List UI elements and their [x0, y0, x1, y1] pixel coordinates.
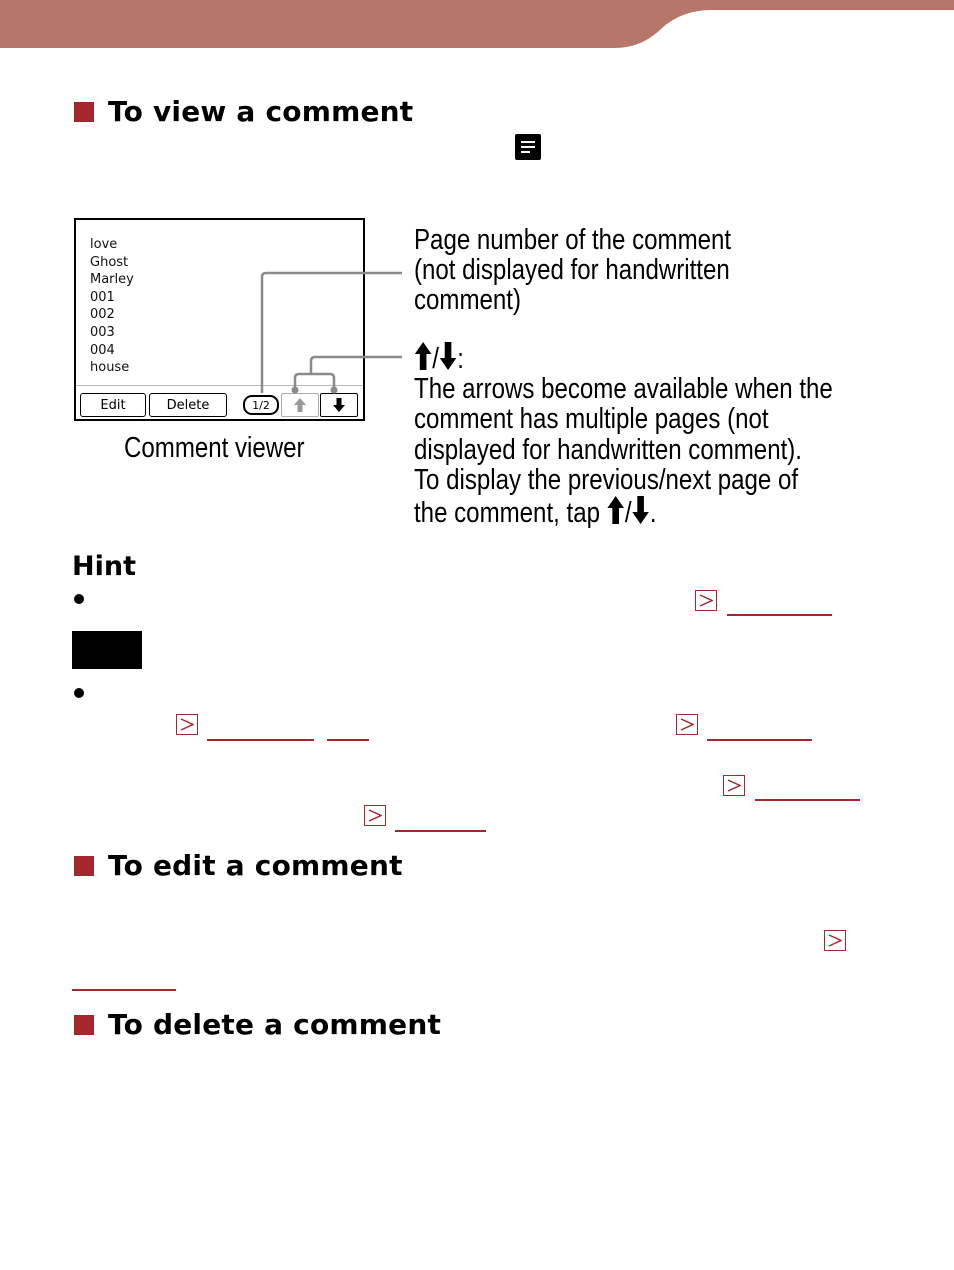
- arrows-callout: [414, 341, 833, 528]
- edit-button[interactable]: Edit: [80, 393, 146, 417]
- reference-link-icon[interactable]: [676, 714, 698, 735]
- redacted-block: [72, 631, 142, 669]
- reference-link[interactable]: [755, 799, 860, 801]
- reference-link[interactable]: [72, 989, 176, 991]
- callout-text: .: [649, 497, 657, 530]
- reference-link-icon[interactable]: [824, 930, 846, 951]
- reference-link[interactable]: [395, 830, 486, 832]
- reference-link-icon[interactable]: [723, 775, 745, 796]
- callout-line: To display the previous/next page of: [414, 463, 799, 496]
- down-arrow-icon: [439, 341, 457, 371]
- reference-link[interactable]: [727, 614, 832, 616]
- arrows-callout-head: [414, 341, 833, 374]
- arrows-callout-colon: :: [457, 343, 464, 375]
- viewer-toolbar: [76, 385, 363, 420]
- page-number-callout: [414, 225, 731, 316]
- up-arrow-icon: [293, 397, 307, 413]
- section-marker: [74, 856, 94, 876]
- up-arrow-icon: [414, 341, 432, 371]
- comment-line: love: [90, 237, 118, 252]
- comment-line: 002: [90, 307, 115, 323]
- up-arrow-icon: [607, 495, 625, 525]
- slash-separator: /: [432, 343, 439, 375]
- callout-line: The arrows become available when the: [414, 373, 833, 406]
- callout-line: comment): [414, 284, 522, 317]
- comment-line: 004: [90, 342, 115, 358]
- comment-line: Marley: [90, 272, 134, 288]
- header-band: [0, 0, 954, 50]
- previous-page-button[interactable]: [281, 393, 319, 417]
- bullet: [74, 594, 84, 604]
- comment-line: 001: [90, 289, 115, 305]
- next-page-button[interactable]: [320, 393, 358, 417]
- reference-link-icon[interactable]: [364, 805, 386, 826]
- viewer-caption: Comment viewer: [124, 432, 305, 464]
- hint-title: Hint: [72, 551, 136, 582]
- section-title-delete: To delete a comment: [108, 1008, 442, 1041]
- comment-text: [90, 236, 134, 377]
- section-marker: [74, 1015, 94, 1035]
- section-marker: [74, 102, 94, 122]
- comment-icon: [515, 134, 541, 160]
- reference-link-icon[interactable]: [695, 590, 717, 611]
- slash-separator: /: [624, 497, 632, 530]
- comment-line: house: [90, 360, 130, 376]
- callout-line: Page number of the comment: [414, 224, 732, 256]
- down-arrow-icon: [632, 495, 650, 525]
- page-indicator: 1/2: [243, 395, 279, 415]
- callout-line: comment has multiple pages (not: [414, 403, 769, 436]
- section-title-edit: To edit a comment: [108, 849, 403, 882]
- callout-line: [414, 495, 833, 528]
- delete-button[interactable]: Delete: [149, 393, 227, 417]
- callout-line: (not displayed for handwritten: [414, 254, 730, 287]
- callout-line: displayed for handwritten comment).: [414, 433, 802, 466]
- reference-link[interactable]: [207, 739, 314, 741]
- reference-link-icon[interactable]: [176, 714, 198, 735]
- section-title-view: To view a comment: [108, 95, 414, 128]
- bullet: [74, 688, 84, 698]
- comment-line: Ghost: [90, 254, 129, 270]
- down-arrow-icon: [332, 397, 346, 413]
- comment-line: 003: [90, 324, 115, 340]
- callout-text: the comment, tap: [414, 497, 607, 530]
- reference-link[interactable]: [707, 739, 812, 741]
- comment-viewer: [74, 218, 365, 421]
- reference-link[interactable]: [327, 739, 369, 741]
